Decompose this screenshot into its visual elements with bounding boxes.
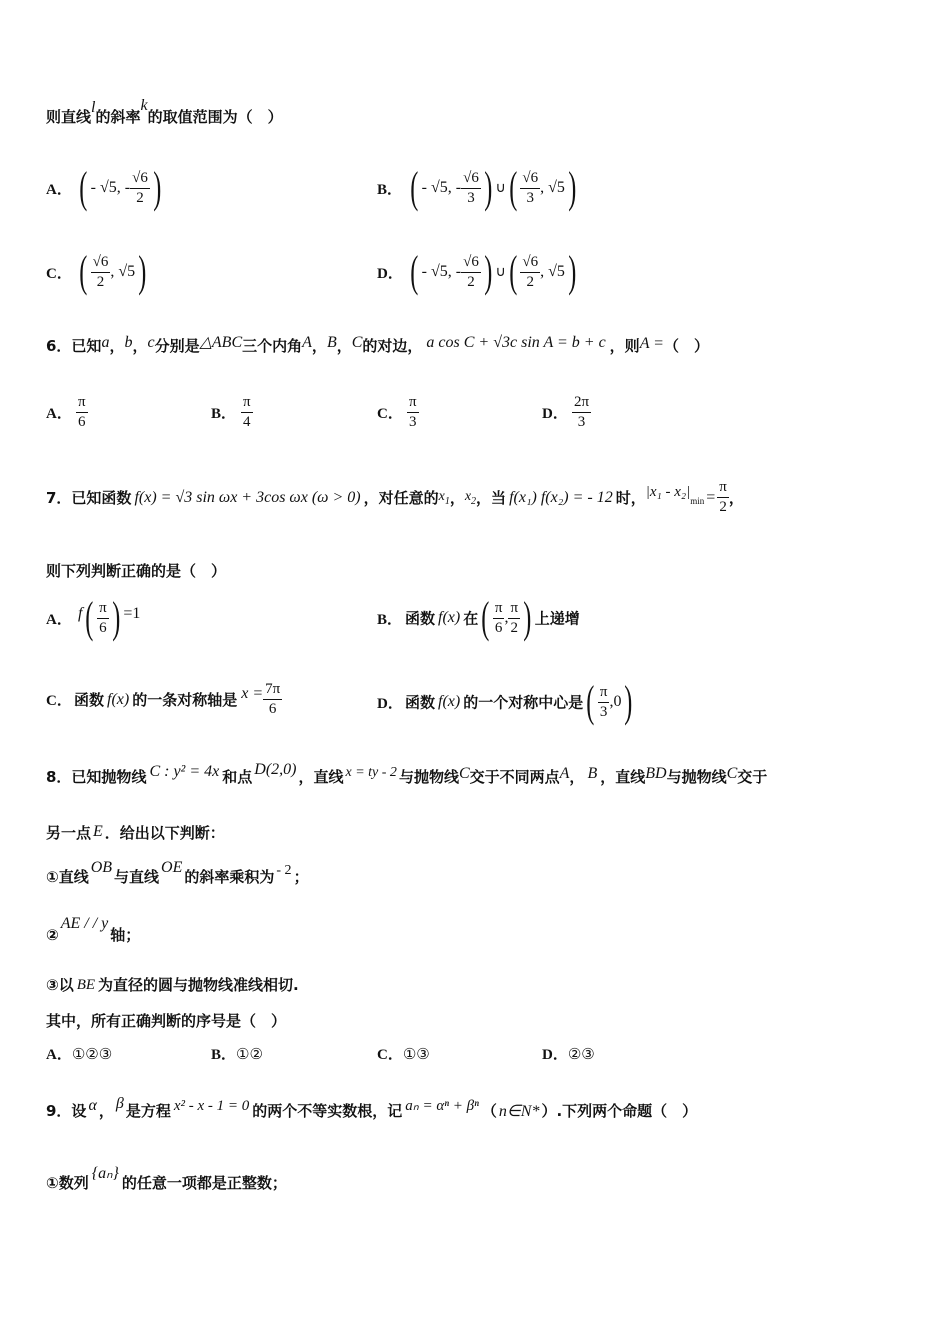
q7-stem: 7．已知函数 f(x) = √3 sin ωx + 3cos ωx (ω > 0) ，对任意的$x_1$，$x_2$，当 f(x₁) f(x₂) = - 12 时，$|x_1 - x_2|_{min}$ = $\frac{\pi}{2}$ ，: [46, 479, 744, 515]
q9-proposition-1: ①数列{aₙ}的任意一项都是正整数；: [46, 1165, 287, 1192]
q5-stem: 则直线l的斜率k的取值范围为（ ）: [46, 97, 283, 126]
q6-option-a: A． $\frac{\pi}{6}$: [46, 394, 86, 430]
q7-option-a: A． f( $\frac{\pi}{6}$ ) =1: [46, 593, 141, 642]
q8-ask: 其中，所有正确判断的序号是（ ）: [46, 1012, 287, 1030]
q8-judgment-1: ①直线OB与直线OE的斜率乘积为 - 2 ；: [46, 859, 309, 886]
q5-option-c: C． ( $\frac{√6}{2}$ , √5): [46, 247, 147, 296]
q6-option-d: D． $\frac{2\pi}{3}$: [542, 394, 590, 430]
q5-option-d: D． ( - √5, - $\frac{√6}{2}$ ) ∪( $\frac{√6}{2}$ , √5): [377, 247, 577, 296]
q8-option-a: A．①②③: [46, 1045, 113, 1063]
q6-option-b: B． $\frac{\pi}{4}$: [211, 394, 251, 430]
q8-judgment-3: ③以 BE 为直径的圆与抛物线准线相切.: [46, 976, 299, 994]
q9-stem: 9．设 α ， β 是方程 x² - x - 1 = 0 的两个不等实数根，记 aₙ = αⁿ + βⁿ （ n∈N* ）.下列两个命题（ ）: [46, 1095, 698, 1120]
q6-option-c: C． $\frac{\pi}{3}$: [377, 394, 417, 430]
q8-stem: 8．已知抛物线 C : y² = 4x 和点 D(2,0) ，直线 x = ty - 2 与抛物线C交于不同两点A， B ，直线BD与抛物线C交于: [46, 761, 768, 786]
q8-stem-cont: 另一点 E ．给出以下判断：: [46, 823, 225, 842]
q8-judgment-2: ②AE / / y轴；: [46, 915, 141, 944]
q7-option-c: C． 函数 f(x) 的一条对称轴是 x = $\frac{7\pi}{6}$: [46, 681, 281, 717]
q7-option-b: B． 函数 f(x) 在( $\frac{\pi}{6}$ , $\frac{\pi}{2}$ ) 上递增: [377, 593, 580, 642]
q7-ask: 则下列判断正确的是（ ）: [46, 562, 227, 580]
q8-option-c: C．①③: [377, 1045, 430, 1063]
q5-option-b: B． ( - √5, - $\frac{√6}{3}$ ) ∪( $\frac{√6}{3}$ , √5): [377, 163, 577, 212]
q8-option-d: D．②③: [542, 1045, 595, 1063]
q7-option-d: D． 函数 f(x) 的一个对称中心是( $\frac{\pi}{3}$ ,0): [377, 677, 633, 726]
q5-option-a: A． ( - √5, - $\frac{√6}{2}$ ): [46, 163, 162, 212]
q8-option-b: B．①②: [211, 1045, 263, 1063]
q6-stem: 6．已知a，b，c分别是△ABC三个内角A，B，C的对边， a cos C + √3c sin A = b + c ，则A =（ ）: [46, 334, 709, 355]
